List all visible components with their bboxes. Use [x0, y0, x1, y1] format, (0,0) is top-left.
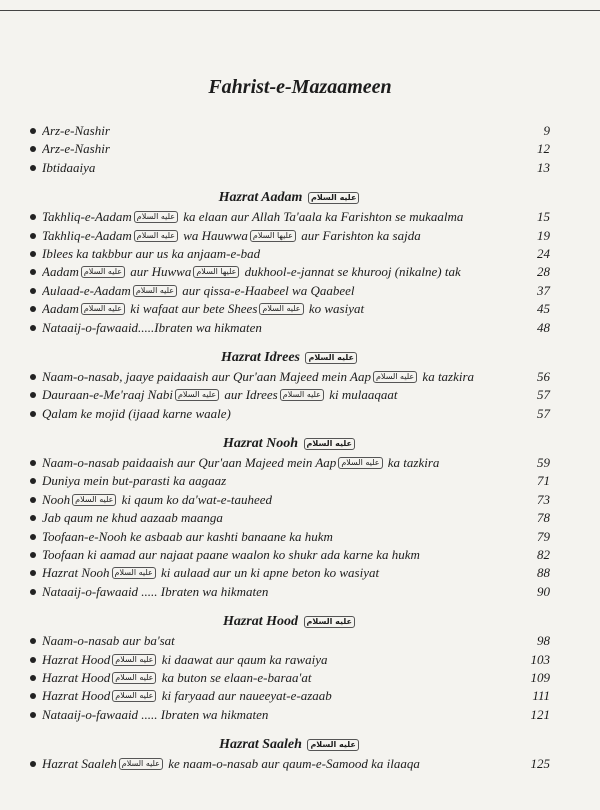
toc-entry[interactable]: [30, 140, 550, 158]
page-number: 24: [537, 245, 550, 261]
entry-label: Nataaij-o-fawaaid ..... Ibraten wa hikmaten: [42, 706, 269, 722]
page-number: 103: [530, 651, 550, 667]
entry-label: Jab qaum ne khud aazaab maanga: [42, 510, 223, 526]
toc-entry[interactable]: [30, 454, 550, 472]
toc-entry[interactable]: [30, 583, 550, 601]
bullet-icon: [30, 392, 36, 398]
entry-label: Takhliq-e-Aadam عليه السلام ka elaan aur Allah Ta'aala ka Farishton se mukaalma: [42, 209, 464, 225]
bullet-icon: [30, 478, 36, 484]
honorific-icon: عليه السلام: [112, 690, 156, 702]
honorific-icon: عليه السلام: [308, 192, 359, 204]
page-number: 82: [537, 547, 550, 563]
top-rule: [0, 10, 600, 11]
entry-label: Aadam عليه السلام ki wafaat aur bete Shees عليه السلام ko wasiyat: [42, 301, 365, 317]
honorific-icon: عليه السلام: [280, 389, 324, 401]
page-number: 111: [532, 688, 550, 704]
honorific-icon: عليه السلام: [259, 303, 303, 315]
entry-label: Arz-e-Nashir: [42, 141, 110, 157]
page-number: 15: [537, 209, 550, 225]
page-number: 90: [537, 583, 550, 599]
entry-label: Aadam عليه السلام aur Huwwa عليها السلام dukhool-e-jannat se khurooj (nikalne) tak: [42, 264, 461, 280]
toc-entry[interactable]: [30, 159, 550, 177]
page-number: 56: [537, 368, 550, 384]
bullet-icon: [30, 233, 36, 239]
entry-label: Ibtidaaiya: [42, 159, 96, 175]
honorific-icon: عليه السلام: [134, 211, 178, 223]
bullet-icon: [30, 552, 36, 558]
bullet-icon: [30, 693, 36, 699]
entry-label: Nooh عليه السلام ki qaum ko da'wat-e-tauheed: [42, 491, 273, 507]
entry-label: Toofaan-e-Nooh ke asbaab aur kashti banaane ka hukm: [42, 528, 333, 544]
bullet-icon: [30, 411, 36, 417]
honorific-icon: عليه السلام: [112, 567, 156, 579]
page-number: 57: [537, 387, 550, 403]
toc-entry[interactable]: [30, 368, 550, 386]
page-number: 78: [537, 510, 550, 526]
toc-entry[interactable]: [30, 386, 550, 404]
toc-entry[interactable]: [30, 319, 550, 337]
bullet-icon: [30, 460, 36, 466]
honorific-icon: عليها السلام: [193, 266, 239, 278]
bullet-icon: [30, 269, 36, 275]
honorific-icon: عليه السلام: [81, 303, 125, 315]
entry-label: Dauraan-e-Me'raaj Nabi عليه السلام aur Idrees عليه السلام ki mulaaqaat: [42, 387, 398, 403]
bullet-icon: [30, 570, 36, 576]
page-number: 88: [537, 565, 550, 581]
toc-entry[interactable]: [30, 405, 550, 423]
toc-entry[interactable]: [30, 509, 550, 527]
honorific-icon: عليه السلام: [81, 266, 125, 278]
honorific-icon: عليه السلام: [307, 739, 358, 751]
entry-label: Arz-e-Nashir: [42, 123, 110, 138]
bullet-icon: [30, 288, 36, 294]
toc-entry[interactable]: [30, 755, 550, 773]
entry-label: Naam-o-nasab, jaaye paidaaish aur Qur'aan Majeed mein Aap عليه السلام ka tazkira: [42, 368, 475, 384]
toc-entry[interactable]: [30, 472, 550, 490]
honorific-icon: عليه السلام: [304, 616, 355, 628]
bullet-icon: [30, 675, 36, 681]
entry-label: Nataaij-o-fawaaid.....Ibraten wa hikmaten: [42, 319, 262, 335]
toc-entry[interactable]: [30, 687, 550, 705]
entry-label: Naam-o-nasab paidaaish aur Qur'aan Majeed mein Aap عليه السلام ka tazkira: [42, 455, 440, 471]
toc-section-hazrat-idrees: [30, 348, 550, 423]
honorific-icon: عليه السلام: [112, 672, 156, 684]
entry-label: Toofaan ki aamad aur najaat paane waalon ko shukr ada karne ka hukm: [42, 547, 420, 563]
entry-label: Hazrat Nooh عليه السلام ki aulaad aur un ki apne beton ko wasiyat: [42, 565, 380, 581]
page-number: 79: [537, 528, 550, 544]
page-number: 73: [537, 491, 550, 507]
entry-label: Aulaad-e-Aadam عليه السلام aur qissa-e-Haabeel wa Qaabeel: [42, 282, 355, 298]
toc-section-hazrat-nooh: [30, 434, 550, 601]
bullet-icon: [30, 306, 36, 312]
page-number: 125: [530, 756, 550, 772]
bullet-icon: [30, 589, 36, 595]
section-heading: Hazrat Idrees عليه السلام: [30, 348, 550, 368]
page-number: 37: [537, 282, 550, 298]
entry-label: Hazrat Saaleh عليه السلام ke naam-o-nasab aur qaum-e-Samood ka ilaaqa: [42, 756, 420, 772]
honorific-icon: عليه السلام: [175, 389, 219, 401]
honorific-icon: عليه السلام: [72, 494, 116, 506]
bullet-icon: [30, 761, 36, 767]
bullet-icon: [30, 214, 36, 220]
page-number: 28: [537, 264, 550, 280]
toc-section-hazrat-hood: [30, 612, 550, 724]
page-number: 12: [537, 141, 550, 157]
honorific-icon: عليه السلام: [305, 352, 356, 364]
toc-entry[interactable]: [30, 651, 550, 669]
page-number: 13: [537, 159, 550, 175]
bullet-icon: [30, 251, 36, 257]
entry-label: Takhliq-e-Aadam عليه السلام wa Hauwwa عليها السلام aur Farishton ka sajda: [42, 227, 421, 243]
toc-section-hazrat-aadam: [30, 188, 550, 337]
entry-label: Duniya mein but-parasti ka aagaaz: [42, 473, 227, 489]
honorific-icon: عليه السلام: [338, 457, 382, 469]
toc-entry[interactable]: [30, 282, 550, 300]
entry-label: Hazrat Hood عليه السلام ki faryaad aur naueeyat-e-azaab: [42, 688, 332, 704]
toc-entry[interactable]: [30, 491, 550, 509]
page-number: 121: [530, 706, 550, 722]
page-number: 71: [537, 473, 550, 489]
toc-entry[interactable]: [30, 564, 550, 582]
section-heading: Hazrat Saaleh عليه السلام: [30, 735, 550, 755]
toc-entry[interactable]: [30, 300, 550, 318]
toc-entry[interactable]: [30, 528, 550, 546]
honorific-icon: عليها السلام: [250, 230, 296, 242]
honorific-icon: عليه السلام: [134, 230, 178, 242]
entry-label: Naam-o-nasab aur ba'sat: [42, 633, 175, 649]
table-of-contents: [30, 122, 550, 785]
bullet-icon: [30, 638, 36, 644]
page-number: 19: [537, 227, 550, 243]
toc-entry[interactable]: [30, 669, 550, 687]
entry-label: Nataaij-o-fawaaid ..... Ibraten wa hikmaten: [42, 583, 269, 599]
entry-label: Qalam ke mojid (ijaad karne waale): [42, 405, 231, 421]
bullet-icon: [30, 515, 36, 521]
toc-entry[interactable]: [30, 208, 550, 226]
toc-entry[interactable]: [30, 227, 550, 245]
entry-label: Hazrat Hood عليه السلام ka buton se elaan-e-baraa'at: [42, 669, 312, 685]
page-number: 9: [543, 123, 550, 138]
honorific-icon: عليه السلام: [112, 654, 156, 666]
bullet-icon: [30, 128, 36, 134]
section-heading: Hazrat Nooh عليه السلام: [30, 434, 550, 454]
bullet-icon: [30, 712, 36, 718]
toc-entry[interactable]: [30, 122, 550, 140]
honorific-icon: عليه السلام: [119, 758, 163, 770]
section-heading: Hazrat Hood عليه السلام: [30, 612, 550, 632]
bullet-icon: [30, 165, 36, 171]
bullet-icon: [30, 657, 36, 663]
page-number: 45: [537, 301, 550, 317]
page-number: 57: [537, 405, 550, 421]
toc-section-hazrat-saaleh: [30, 735, 550, 773]
bullet-icon: [30, 374, 36, 380]
toc-entry[interactable]: [30, 263, 550, 281]
page-title: Fahrist-e-Mazaameen: [208, 76, 392, 98]
section-heading: Hazrat Aadam عليه السلام: [30, 188, 550, 208]
honorific-icon: عليه السلام: [133, 285, 177, 297]
toc-entry[interactable]: [30, 706, 550, 724]
entry-label: Iblees ka takbbur aur us ka anjaam-e-bad: [42, 245, 261, 261]
toc-entry[interactable]: [30, 546, 550, 564]
toc-entry[interactable]: [30, 632, 550, 650]
bullet-icon: [30, 325, 36, 331]
bullet-icon: [30, 146, 36, 152]
bullet-icon: [30, 534, 36, 540]
page-number: 109: [530, 669, 550, 685]
honorific-icon: عليه السلام: [373, 371, 417, 383]
toc-section-front-matter: [30, 122, 550, 177]
bullet-icon: [30, 497, 36, 503]
page-number: 48: [537, 319, 550, 335]
toc-entry[interactable]: [30, 245, 550, 263]
page-number: 98: [537, 633, 550, 649]
honorific-icon: عليه السلام: [304, 438, 355, 450]
entry-label: Hazrat Hood عليه السلام ki daawat aur qaum ka rawaiya: [42, 651, 328, 667]
page-number: 59: [537, 455, 550, 471]
